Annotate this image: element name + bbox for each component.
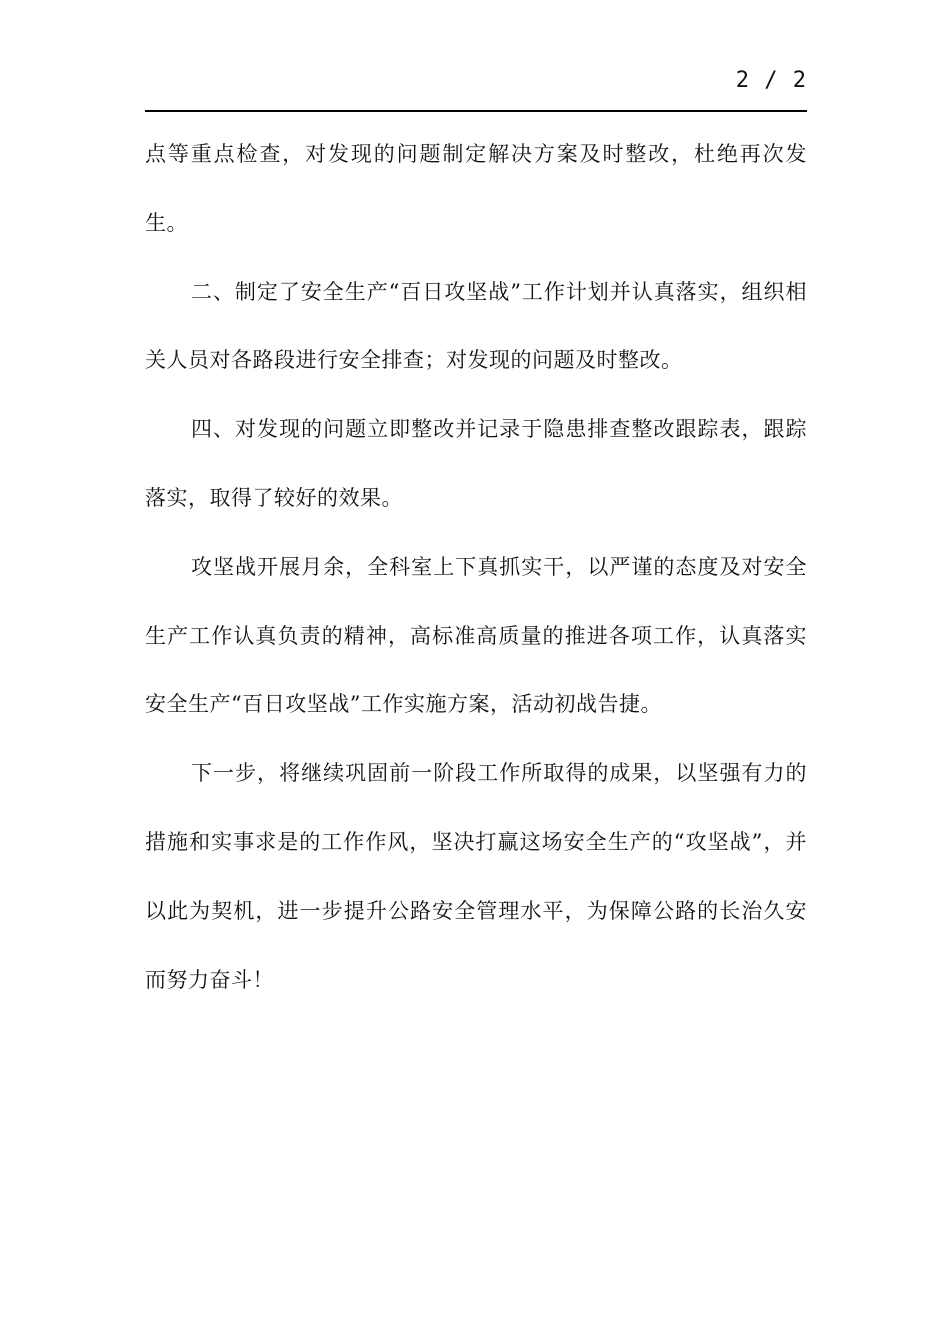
paragraph-item-four: 四、对发现的问题立即整改并记录于隐患排查整改跟踪表，跟踪落实，取得了较好的效果。 [145, 417, 807, 510]
paragraph-continuation: 点等重点检查，对发现的问题制定解决方案及时整改，杜绝再次发生。 [145, 142, 807, 235]
document-body [145, 120, 807, 1014]
page-header [145, 62, 807, 112]
paragraph-next-steps: 下一步，将继续巩固前一阶段工作所取得的成果，以坚强有力的措施和实事求是的工作作风，坚决打赢这场安全生产的“攻坚战”，并以此为契机，进一步提升公路安全管理水平，为保障公路的长治久安而努力奋斗！ [145, 761, 807, 992]
paragraph-summary: 攻坚战开展月余，全科室上下真抓实干，以严谨的态度及对安全生产工作认真负责的精神，高标准高质量的推进各项工作，认真落实安全生产“百日攻坚战”工作实施方案，活动初战告捷。 [145, 554, 807, 717]
page-number: 2 / 2 [735, 68, 807, 93]
paragraph-item-two: 二、制定了安全生产“百日攻坚战”工作计划并认真落实，组织相关人员对各路段进行安全排查；对发现的问题及时整改。 [145, 279, 807, 373]
